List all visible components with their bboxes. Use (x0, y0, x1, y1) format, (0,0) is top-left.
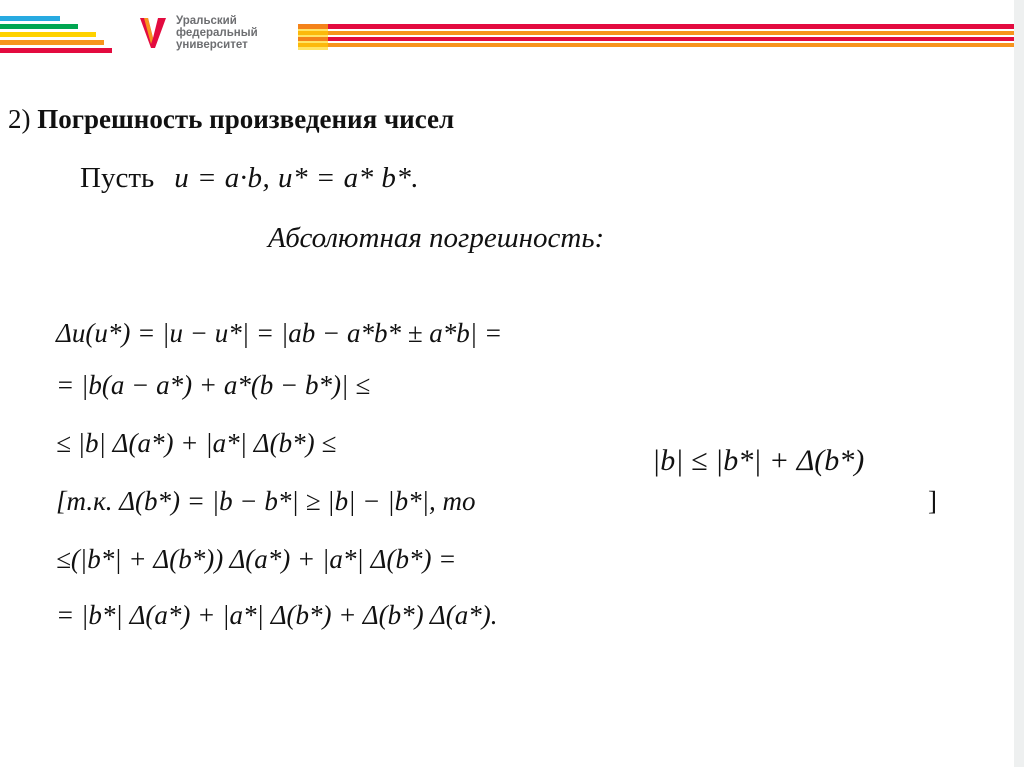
let-word: Пусть (80, 162, 155, 194)
title-number: 2) (8, 104, 31, 134)
title-text: Погрешность произведения чисел (37, 104, 455, 134)
derivation-line-2: = |b(a − a*) + a*(b − b*)| ≤ (56, 370, 371, 400)
subheading: Абсолютная погрешность: (268, 222, 605, 254)
logo-line-1: Уральский (176, 15, 237, 27)
slide-title (8, 104, 454, 135)
derivation-line-4: [т.к. Δ(b*) = |b − b*| ≥ |b| − |b*|, то (56, 486, 476, 516)
header-stripes-right (298, 24, 1014, 50)
university-name (176, 15, 286, 51)
inequality-formula: |b| ≤ |b*| + Δ(b*) (652, 444, 865, 477)
urfu-logo-icon (138, 14, 168, 54)
closing-bracket: ] (928, 486, 937, 516)
header-stripes-left (0, 14, 112, 60)
let-statement (80, 162, 419, 195)
let-formula: u = a·b, u* = a* b*. (174, 162, 420, 194)
derivation-line-5: ≤(|b*| + Δ(b*)) Δ(a*) + |a*| Δ(b*) = (56, 544, 457, 574)
logo-line-2: федеральный (176, 27, 258, 39)
derivation-line-3: ≤ |b| Δ(a*) + |a*| Δ(b*) ≤ (56, 428, 337, 458)
derivation-line-6: = |b*| Δ(a*) + |a*| Δ(b*) + Δ(b*) Δ(a*). (56, 600, 498, 630)
derivation-line-1: Δu(u*) = |u − u*| = |ab − a*b* ± a*b| = (56, 318, 503, 348)
slide-right-edge (1014, 0, 1024, 767)
logo-line-3: университет (176, 39, 248, 51)
